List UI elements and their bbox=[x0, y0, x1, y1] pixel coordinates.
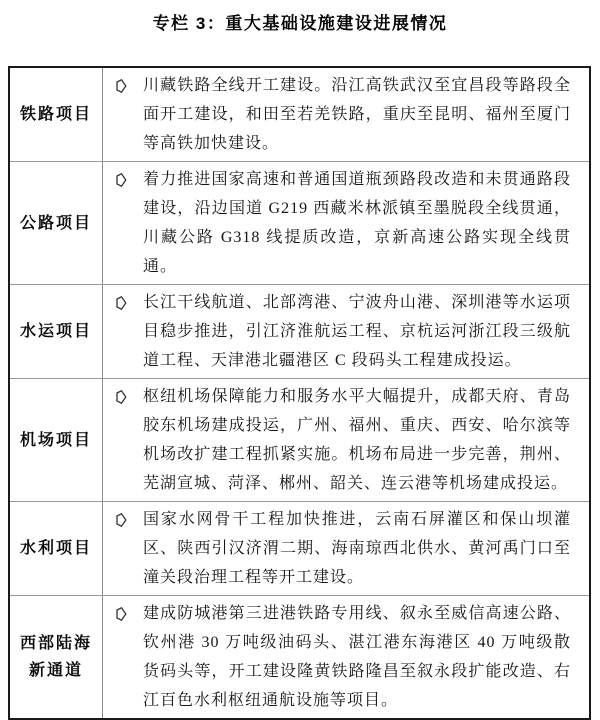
document-page bbox=[0, 9, 600, 709]
diamond-bullet-icon bbox=[115, 382, 143, 411]
row-text: 枢纽机场保障能力和服务水平大幅提升，成都天府、青岛胶东机场建成投运，广州、福州、重庆、西安、哈尔滨等机场改扩建工程抓紧实施。机场布局进一步完善，荆州、芜湖宣城、菏泽、郴州、韶关、连云港等机场建成投运。 bbox=[143, 388, 571, 492]
row-text: 建成防城港第三进港铁路专用线、叙永至威信高速公路、钦州港 30 万吨级油码头、湛江港东海港区 40 万吨级散货码头等，开工建设隆黄铁路隆昌至叙永段扩能改造、右江百色水利枢纽通航设施等项目。 bbox=[143, 605, 571, 709]
row-label: 公路项目 bbox=[10, 162, 103, 284]
row-content bbox=[103, 68, 589, 161]
table-row-western-land-sea-corridor bbox=[10, 595, 589, 718]
row-content bbox=[103, 285, 589, 378]
row-content bbox=[103, 596, 589, 718]
table-row-water-conservancy bbox=[10, 501, 589, 595]
row-text: 国家水网骨干工程加快推进，云南石屏灌区和保山坝灌区、陕西引汉济渭二期、海南琼西北供水、黄河禹门口至潼关段治理工程等开工建设。 bbox=[143, 511, 571, 586]
table-row-highway bbox=[10, 161, 589, 284]
diamond-bullet-icon bbox=[115, 165, 143, 194]
row-text: 川藏铁路全线开工建设。沿江高铁武汉至宜昌段等路段全面开工建设，和田至若羌铁路，重庆至昆明、福州至厦门等高铁加快建设。 bbox=[143, 77, 571, 152]
row-content bbox=[103, 162, 589, 284]
table-row-railway bbox=[10, 68, 589, 161]
diamond-bullet-icon bbox=[115, 505, 143, 534]
row-text: 着力推进国家高速和普通国道瓶颈路段改造和未贯通路段建设，沿边国道 G219 西藏米林派镇至墨脱段全线贯通，川藏公路 G318 线提质改造，京新高速公路实现全线贯通。 bbox=[143, 171, 571, 275]
table-row-water-transport bbox=[10, 284, 589, 378]
row-label: 机场项目 bbox=[10, 379, 103, 501]
row-label: 水利项目 bbox=[10, 502, 103, 595]
diamond-bullet-icon bbox=[115, 71, 143, 100]
row-content bbox=[103, 379, 589, 501]
row-content bbox=[103, 502, 589, 595]
row-label: 铁路项目 bbox=[10, 68, 103, 161]
infrastructure-progress-table bbox=[8, 66, 591, 720]
diamond-bullet-icon bbox=[115, 599, 143, 628]
row-label: 西部陆海新通道 bbox=[10, 596, 103, 718]
row-label: 水运项目 bbox=[10, 285, 103, 378]
page-title: 专栏 3：重大基础设施建设进展情况 bbox=[152, 14, 448, 33]
diamond-bullet-icon bbox=[115, 288, 143, 317]
table-row-airport bbox=[10, 378, 589, 501]
row-text: 长江干线航道、北部湾港、宁波舟山港、深圳港等水运项目稳步推进，引江济淮航运工程、京杭运河浙江段三级航道工程、天津港北疆港区 C 段码头工程建成投运。 bbox=[143, 294, 571, 369]
